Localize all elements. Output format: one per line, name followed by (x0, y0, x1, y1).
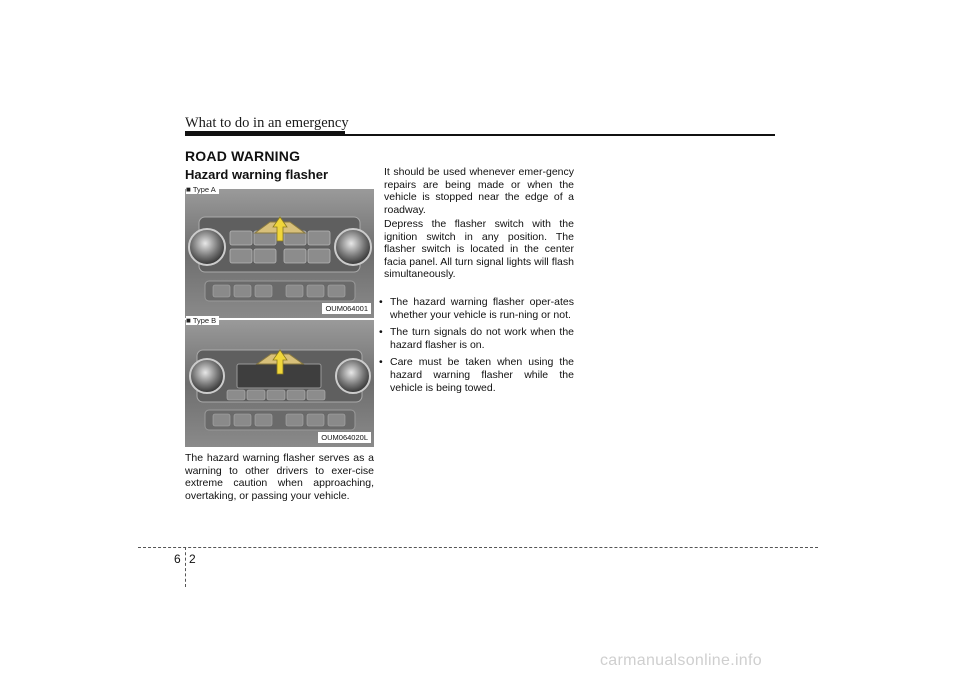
type-b-text: Type B (192, 316, 217, 325)
square-bullet-icon: ■ (186, 316, 191, 325)
chapter-title: What to do in an emergency (185, 115, 349, 131)
right-paragraph-1: It should be used whenever emer-gency repairs are being made or when the vehicle is stopped near the edge of a roadway. (384, 166, 574, 216)
section-heading: ROAD WARNING (185, 148, 301, 164)
type-a-text: Type A (192, 185, 216, 194)
left-paragraph: The hazard warning flasher serves as a warning to other drivers to exer-cise extreme caution when approaching, overtaking, or passing your vehicle. (185, 452, 374, 502)
chapter-number: 6 (174, 552, 181, 566)
list-item: • The turn signals do not work when the hazard flasher is on. (379, 326, 574, 351)
dashboard-panel-type-a-image (185, 189, 374, 318)
page-number: 2 (189, 552, 196, 566)
figure-type-a (185, 189, 374, 318)
watermark: carmanualsonline.info (600, 652, 762, 669)
figure-code-a: OUM064001 (322, 303, 371, 314)
type-a-label (186, 185, 219, 194)
figure-type-b (185, 320, 374, 447)
footer-divider (138, 547, 818, 548)
sub-heading: Hazard warning flasher (185, 167, 329, 182)
type-b-label (186, 316, 219, 325)
chapter-underline (185, 134, 775, 136)
bullet-list (379, 296, 574, 399)
square-bullet-icon: ■ (186, 185, 191, 194)
dashboard-panel-type-b-image (185, 320, 374, 447)
list-item: • The hazard warning flasher oper-ates whether your vehicle is run-ning or not. (379, 296, 574, 321)
right-paragraph-2: Depress the flasher switch with the ignition switch in any position. The flasher switch is located in the center facia panel. All turn signal lights will flash simultaneously. (384, 218, 574, 281)
figure-code-b: OUM064020L (318, 432, 371, 443)
list-item: • Care must be taken when using the hazard warning flasher while the vehicle is being towed. (379, 356, 574, 394)
footer-vertical-divider (185, 547, 186, 587)
